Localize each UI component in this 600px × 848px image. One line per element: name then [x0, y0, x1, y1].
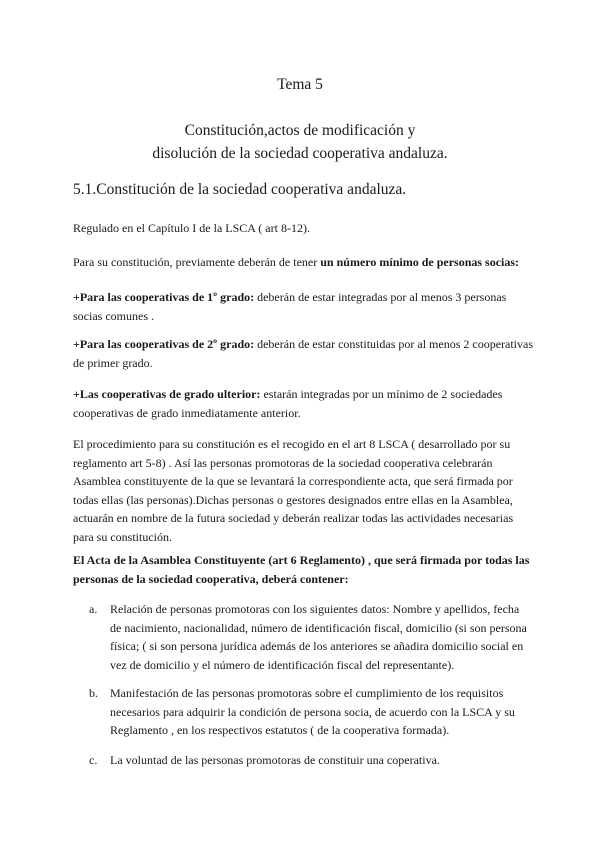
subtitle-line-2: disolución de la sociedad cooperativa andaluza.	[152, 145, 448, 162]
second-grade-label: +Para las cooperativas de 2º grado:	[73, 337, 255, 351]
ulterior-grade-label: +Las cooperativas de grado ulterior:	[73, 387, 261, 401]
paragraph-minimum-members	[73, 253, 533, 272]
list-item-marker: b.	[89, 686, 98, 700]
paragraph-first-grade	[73, 288, 533, 325]
subtitle-line-1: Constitución,actos de modificación y	[184, 122, 416, 139]
first-grade-text: deberán de estar integradas por al menos 3 personas socias comunes .	[73, 290, 507, 323]
list-item-marker: c.	[89, 753, 98, 767]
section-heading: 5.1.Constitución de la sociedad cooperativa andaluza.	[73, 181, 407, 198]
first-grade-label: +Para las cooperativas de 1º grado:	[73, 290, 255, 304]
paragraph-ulterior-grade	[73, 385, 533, 422]
paragraph-regulation: Regulado en el Capítulo I de la LSCA ( art 8-12).	[73, 221, 310, 235]
list-item-text: Relación de personas promotoras con los siguientes datos: Nombre y apellidos, fecha de nacimiento, nacionalidad, número de identificación fiscal, domicilio (si son persona física; ( si son persona jurídica además de los anteriores se añadira domicilio social en vez de domicilio y el número de identificación fiscal del representante).	[110, 602, 527, 672]
acta-heading-bold: El Acta de la Asamblea Constituyente (art 6 Reglamento) , que será firmada por todas las personas de la sociedad cooperativa, deberá contener:	[73, 553, 530, 586]
second-grade-text: deberán de estar constituidas por al menos 2 cooperativas de primer grado.	[73, 337, 534, 370]
paragraph-minimum-members-bold: un número mínimo de personas socias:	[320, 255, 520, 269]
list-item	[73, 684, 533, 742]
document-title: Tema 5	[277, 76, 323, 93]
ulterior-grade-text: estarán integradas por un mínimo de 2 sociedades cooperativas de grado inmediatamente anterior.	[73, 387, 503, 420]
document-subtitle	[0, 119, 600, 165]
list-item-marker: a.	[89, 602, 98, 616]
paragraph-procedure: El procedimiento para su constitución es el recogido en el art 8 LSCA ( desarrollado por su reglamento art 5-8) . Así las personas promotoras de la sociedad cooperativa celebrarán Asamblea constituyente de la que se levantará la correspondiente acta, que será firmada por todas ellas (las personas).Dichas personas o gestores designados entre ellas en la Asamblea, actuarán en nombre de la futura sociedad y deberán realizar todas las actividades necesarias para su constitución.	[73, 437, 514, 544]
list-item-text: Manifestación de las personas promotoras sobre el cumplimiento de los requisitos necesarios para adquirir la condición de persona socia, de acuerdo con la LSCA y su Reglamento , en los respectivos estatutos ( de la cooperativa formada).	[110, 686, 515, 737]
list-item-text: La voluntad de las personas promotoras de constituir una coperativa.	[110, 753, 440, 767]
paragraph-acta-heading	[73, 551, 533, 588]
list-item	[73, 600, 533, 676]
list-item	[73, 751, 533, 771]
paragraph-second-grade	[73, 335, 533, 372]
paragraph-minimum-members-text: Para su constitución, previamente deberán de tener	[73, 255, 321, 269]
